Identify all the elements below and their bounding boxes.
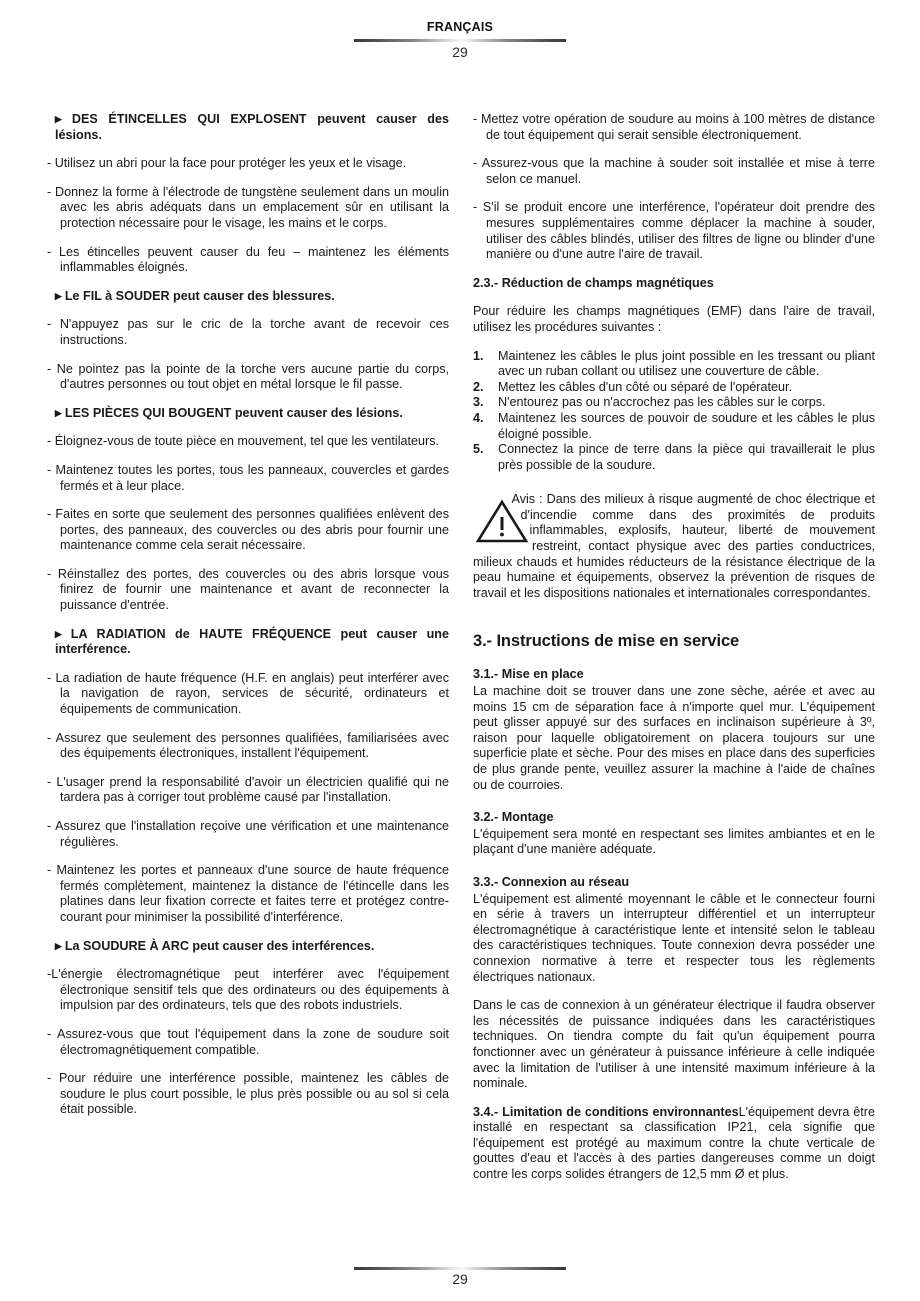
list-item: - Maintenez toutes les portes, tous les panneaux, couvercles et gardes fermés et à leur place. (47, 462, 449, 493)
list-item: - Utilisez un abri pour la face pour protéger les yeux et le visage. (47, 156, 407, 171)
list-item: - N'appuyez pas sur le cric de la torche avant de recevoir ces instructions. (47, 317, 449, 347)
text-3-3-a: L'équipement est alimenté moyennant le câble et le connecteur fourni en série à travers un interrupteur différentiel et un interrupteur électromagnétique à caractéristique lente et intensité selon le tableau des caractéristiques techniques. Toute connexion devra posséder une connexion normative à terre et respecter tous les règlements électriques nationaux. (473, 891, 875, 984)
list-item (473, 395, 875, 411)
text-3-4: L'équipement devra être installé en respectant sa classification IP21, cela signifie que l'équipement est protégé au maximum contre la chute verticale de gouttes d'eau et l'accès à des parties dangereuses comme un doigt contre les corps solides étrangers de 12,5 mm Ø et plus. (473, 1104, 875, 1182)
safety-notice-text: Avis : Dans des milieux à risque augmenté de choc électrique et d'incendie comme dans des proximités de produits inflammables, explosifs, hauteur, liberté de mouvement restreint, contact physique avec des parties conductrices, milieux chauds et humides réducteurs de la résistance électrique de la peau humaine et équipements, observez la prévention de risques de travail et les dispositions nationales et internationales correspondantes. (473, 492, 875, 600)
list-item: - Faites en sorte que seulement des personnes qualifiées enlèvent des portes, des panneaux, des couvercles ou des abris pour fournir une maintenance comme cela serait nécessaire. (47, 507, 449, 553)
heading-text: LA RADIATION de HAUTE FRÉQUENCE peut causer une interférence. (55, 626, 450, 657)
list-item: - La radiation de haute fréquence (H.F. en anglais) peut interférer avec la navigation de rayon, services de sécurité, ordinateurs et équipements de communication. (47, 670, 449, 717)
heading-exploding-sparks (47, 112, 449, 143)
list-item-text: Maintenez les câbles le plus joint possible en les tressant ou pliant avec un ruban collant ou utilisez une couverture de câble. (498, 348, 875, 379)
list-item: - Éloignez-vous de toute pièce en mouvement, tel que les ventilateurs. (47, 434, 440, 449)
list-item-text: N'entourez pas ou n'accrochez pas les câbles sur le corps. (498, 395, 826, 410)
heading-3-1-placement: 3.1.- Mise en place (473, 667, 584, 682)
header-divider-rule (354, 39, 566, 42)
footer-page-number: 29 (452, 1270, 468, 1287)
list-item-text: Mettez les câbles d'un côté ou séparé de l'opérateur. (498, 379, 792, 394)
header-page-number: 29 (452, 43, 468, 60)
safety-notice-block (473, 492, 875, 601)
list-item: - Assurez que l'installation reçoive une vérification et une maintenance régulières. (47, 819, 449, 849)
list-item: - S'il se produit encore une interférence, l'opérateur doit prendre des mesures supplémentaires comme déplacer la machine à souder, utiliser des câbles blindés, utiliser des filtres de ligne ou blinder d'une manière ou d'une autre l'aire de travail. (473, 200, 875, 262)
heading-moving-parts (47, 406, 449, 422)
list-item-text: Maintenez les sources de pouvoir de soudure et les câbles le plus éloigné possible. (498, 410, 875, 441)
text-3-2: L'équipement sera monté en respectant ses limites ambiantes et en le plaçant d'une manière adéquate. (473, 826, 875, 857)
heading-arc-welding (47, 939, 449, 955)
list-item (473, 411, 875, 442)
list-item: - Assurez-vous que la machine à souder soit installée et mise à terre selon ce manuel. (473, 156, 875, 186)
section-3-4-block (473, 1105, 875, 1183)
heading-text: Le FIL à SOUDER peut causer des blessures. (64, 288, 335, 303)
list-item: - Assurez que seulement des personnes qualifiées, familiarisées avec des équipements électroniques, installent l'équipement. (47, 730, 449, 761)
list-item (473, 349, 875, 380)
page-footer (0, 1262, 920, 1287)
list-item: - Les étincelles peuvent causer du feu – maintenez les éléments inflammables éloignés. (47, 244, 449, 275)
bullet-triangle-icon: ▶ (54, 628, 68, 639)
list-item: - L'usager prend la responsabilité d'avoir un électricien qualifié qui ne tardera pas à corriger tout problème causé par l'installation. (47, 774, 449, 805)
heading-text: La SOUDURE À ARC peut causer des interférences. (64, 938, 375, 953)
heading-2-3-magnetic-fields: 2.3.- Réduction de champs magnétiques (473, 275, 714, 290)
heading-3-4-environmental-limits: 3.4.- Limitation de conditions environnantes (473, 1104, 739, 1119)
list-item: - Maintenez les portes et panneaux d'une source de haute fréquence fermés complètement, maintenez la distance de l'étincelle dans les platines dans leur fixation correcte et faites terre et protégez contre-courant pour minimiser la possibilité d'interférence. (47, 863, 449, 924)
page-header (0, 0, 920, 60)
list-item: -L'énergie électromagnétique peut interférer avec l'équipement électronique sensitif tels que des ordinateurs ou des équipements à impulsion par des ordinateurs, tels que des robots industriels. (47, 967, 449, 1013)
list-item: - Assurez-vous que tout l'équipement dans la zone de soudure soit électromagnétiquement compatible. (47, 1026, 449, 1057)
list-item (473, 442, 875, 473)
bullet-triangle-icon: ▶ (54, 114, 69, 124)
heading-text: DES ÉTINCELLES QUI EXPLOSENT peuvent causer des lésions. (55, 112, 449, 142)
text-3-3-b: Dans le cas de connexion à un générateur électrique il faudra observer les nécessités de puissance indiquées dans les caractéristiques techniques. On tiendra compte du fait qu'un équipement pourra fonctionner avec un générateur à puissance inférieure à celle indiquée avec la limitation de l'utiliser à une intensité maximum inférieure à la nominale. (473, 998, 875, 1091)
heading-high-frequency-radiation (47, 627, 449, 658)
two-column-body (47, 112, 875, 1183)
list-item: - Mettez votre opération de soudure au moins à 100 mètres de distance de tout équipement qui serait sensible électroniquement. (473, 112, 875, 142)
list-item: - Donnez la forme à l'électrode de tungstène seulement dans un moulin avec les abris adéquats dans un emplacement sûr en utilisant la protection nécessaire pour le visage, les mains et le corps. (47, 184, 449, 230)
bullet-triangle-icon: ▶ (54, 407, 62, 418)
bullet-triangle-icon: ▶ (54, 290, 62, 301)
header-language-title: FRANÇAIS (426, 20, 494, 34)
list-item (473, 380, 875, 396)
heading-3-2-assembly: 3.2.- Montage (473, 810, 554, 825)
emf-procedure-list (473, 349, 875, 474)
heading-welding-wire (47, 289, 449, 305)
heading-3-3-mains-connection: 3.3.- Connexion au réseau (473, 874, 630, 889)
bullet-triangle-icon: ▶ (54, 940, 62, 951)
right-column (473, 112, 875, 1183)
list-item-text: Connectez la pince de terre dans la pièce qui travaillerait le plus près possible de la soudure. (498, 442, 875, 472)
list-item: - Réinstallez des portes, des couvercles ou des abris lorsque vous finirez de fournir une maintenance et avant de reconnecter la puissance d'entrée. (47, 566, 449, 613)
text-3-1: La machine doit se trouver dans une zone sèche, aérée et avec au moins 15 cm de séparation face à n'importe quel mur. L'équipement peut glisser appuyé sur des surfaces en inclinaison supérieure à 3º, raison pour laquelle obligatoirement on placera toujours sur une superficie plate et sèche. Pour des mises en place dans des superficies de plus grande pente, veuillez assurer la machine à l'aide de chaînes ou de courroies. (473, 684, 875, 792)
list-item: - Pour réduire une interférence possible, maintenez les câbles de soudure le plus court possible, le plus près possible ou au sol si cela était possible. (47, 1071, 449, 1117)
left-column (47, 112, 449, 1183)
footer-divider-rule (354, 1267, 566, 1270)
heading-3-commissioning: 3.- Instructions de mise en service (473, 632, 740, 651)
emf-intro-text: Pour réduire les champs magnétiques (EMF) dans l'aire de travail, utilisez les procédures suivantes : (473, 304, 875, 334)
list-item: - Ne pointez pas la pointe de la torche vers aucune partie du corps, d'autres personnes ou tout objet en métal lorsque le fil passe. (47, 361, 449, 392)
heading-text: LES PIÈCES QUI BOUGENT peuvent causer des lésions. (64, 405, 403, 420)
